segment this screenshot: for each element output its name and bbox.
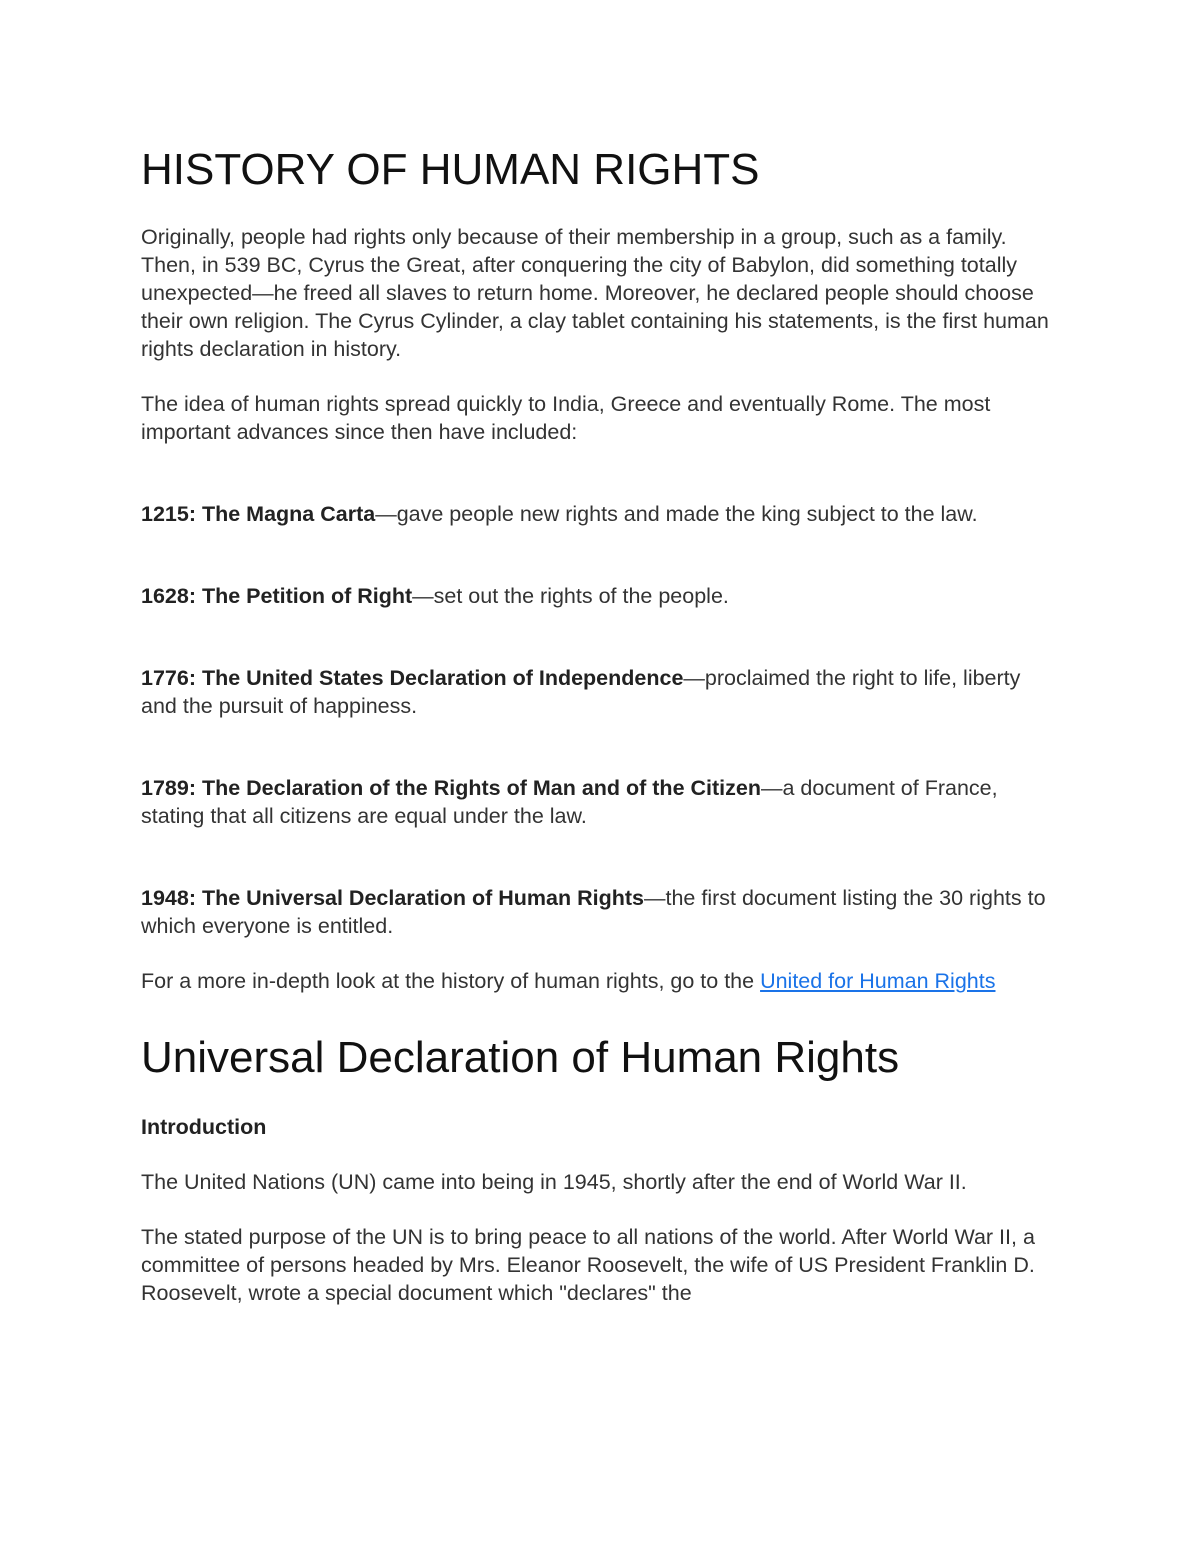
more-info-text: For a more in-depth look at the history of human rights, go to the: [141, 969, 761, 993]
event-text: —set out the rights of the people.: [412, 584, 729, 608]
event-item-1789: [141, 774, 1061, 830]
intro-paragraph: Originally, people had rights only because of their membership in a group, such as a family. Then, in 539 BC, Cyrus the Great, after conquering the city of Babylon, did something totally unexpected—he freed all slaves to return home. Moreover, he declared people should choose their own religion. The Cyrus Cylinder, a clay tablet containing his statements, is the first human rights declaration in history.: [141, 225, 1049, 361]
more-info-paragraph: [141, 967, 1061, 995]
event-heading: 1776: The United States Declaration of Independence: [141, 666, 684, 690]
document-content: [141, 138, 1061, 1307]
event-item-1215: [141, 500, 1061, 528]
event-text: —proclaimed the right to life, liberty and the pursuit of happiness.: [141, 666, 1021, 718]
un-paragraph: The United Nations (UN) came into being in 1945, shortly after the end of World War II.: [141, 1170, 967, 1194]
event-text: —gave people new rights and made the king subject to the law.: [375, 502, 978, 526]
section-title: Universal Declaration of Human Rights: [141, 1033, 900, 1082]
event-item-1948: [141, 884, 1061, 940]
idea-paragraph: The idea of human rights spread quickly to India, Greece and eventually Rome. The most important advances since then have included:: [141, 392, 991, 444]
united-for-human-rights-link[interactable]: United for Human Rights: [760, 969, 996, 993]
page-title: HISTORY OF HUMAN RIGHTS: [141, 145, 760, 194]
event-text: —the first document listing the 30 rights to which everyone is entitled.: [141, 886, 1046, 938]
event-text: —a document of France, stating that all citizens are equal under the law.: [141, 776, 998, 828]
event-item-1628: [141, 582, 1061, 610]
event-heading: 1948: The Universal Declaration of Human Rights: [141, 886, 644, 910]
event-heading: 1215: The Magna Carta: [141, 502, 376, 526]
introduction-subheading: Introduction: [141, 1115, 267, 1139]
un-purpose-paragraph: The stated purpose of the UN is to bring peace to all nations of the world. After World War II, a committee of persons headed by Mrs. Eleanor Roosevelt, the wife of US President Franklin D. Roosevelt, wrote a special document which "declares" the: [141, 1225, 1035, 1305]
event-heading: 1789: The Declaration of the Rights of Man and of the Citizen: [141, 776, 761, 800]
event-item-1776: [141, 664, 1061, 720]
event-heading: 1628: The Petition of Right: [141, 584, 413, 608]
